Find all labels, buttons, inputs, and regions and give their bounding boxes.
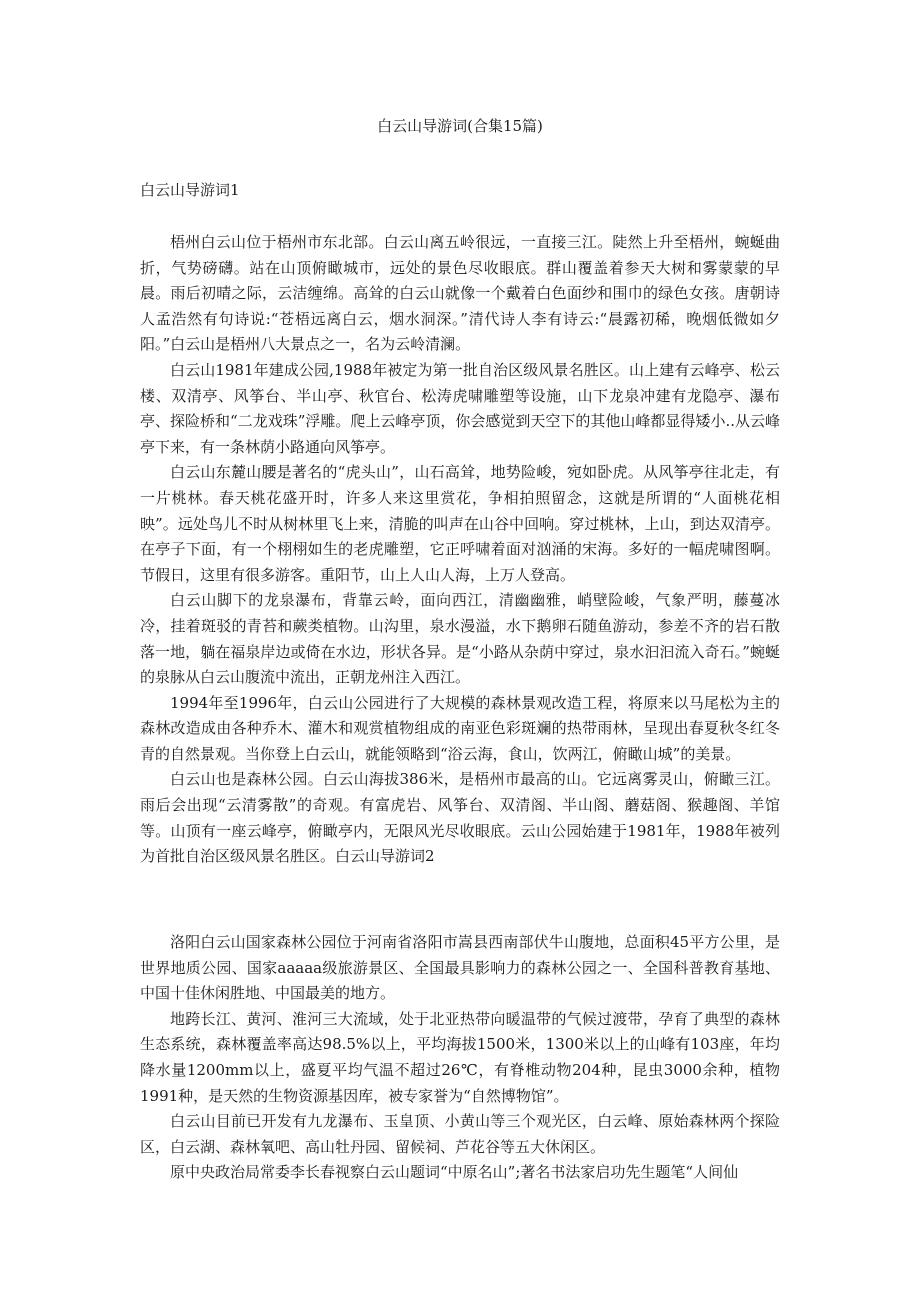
paragraph: 洛阳白云山国家森林公园位于河南省洛阳市嵩县西南部伏牛山腹地，总面积45平方公里，是世界地质公园、国家aaaaa级旅游景区、全国最具影响力的森林公园之一、全国科普教育基地、中国十佳休闲胜地、中国最美的地方。: [140, 933, 780, 1003]
document-title: 白云山导游词(合集15篇): [377, 117, 543, 135]
paragraph: 梧州白云山位于梧州市东北部。白云山离五岭很远，一直接三江。陡然上升至梧州，蜿蜒曲折，气势磅礴。站在山顶俯瞰城市，远处的景色尽收眼底。群山覆盖着参天大树和雾蒙蒙的早晨。雨后初晴之际，云洁缠绵。高耸的白云山就像一个戴着白色面纱和围巾的绿色女孩。唐朝诗人孟浩然有句诗说:“苍梧远离白云，烟水洞深。”清代诗人李有诗云:“晨露初稀，晚烟低微如夕阳。”白云山是梧州八大景点之一，名为云岭清澜。: [140, 233, 780, 354]
paragraph: 白云山1981年建成公园,1988年被定为第一批自治区级风景名胜区。山上建有云峰亭、松云楼、双清亭、风筝台、半山亭、秋官台、松涛虎啸雕塑等设施，山下龙泉冲建有龙隐亭、瀑布亭、探险桥和“二龙戏珠”浮雕。爬上云峰亭顶，你会感觉到天空下的其他山峰都显得矮小..从云峰亭下来，有一条林荫小路通向风筝亭。: [140, 360, 780, 456]
paragraph: 原中央政治局常委李长春视察白云山题词“中原名山”;著名书法家启功先生题笔“人间仙: [170, 1163, 739, 1182]
paragraph: 地跨长江、黄河、淮河三大流域，处于北亚热带向暖温带的气候过渡带，孕育了典型的森林生态系统，森林覆盖率高达98.5%以上，平均海拔1500米，1300米以上的山峰有103座，年均降水量1200mm以上，盛夏平均气温不超过26℃，有脊椎动物204种，昆虫3000余种，植物1991种，是天然的生物资源基因库，被专家誉为“自然博物馆”。: [140, 1009, 780, 1105]
paragraph: 白云山东麓山腰是著名的“虎头山”，山石高耸，地势险峻，宛如卧虎。从风筝亭往北走，有一片桃林。春天桃花盛开时，许多人来这里赏花，争相拍照留念，这就是所谓的“人面桃花相映”。远处鸟儿不时从树林里飞上来，清脆的叫声在山谷中回响。穿过桃林，上山，到达双清亭。在亭子下面，有一个栩栩如生的老虎雕塑，它正呼啸着面对汹涌的宋海。多好的一幅虎啸图啊。节假日，这里有很多游客。重阳节，山上人山人海，上万人登高。: [140, 463, 780, 584]
section-2-body: [140, 930, 780, 1186]
paragraph: 白云山目前已开发有九龙瀑布、玉皇顶、小黄山等三个观光区，白云峰、原始森林两个探险区，白云湖、森林氧吧、高山牡丹园、留候祠、芦花谷等五大休闲区。: [140, 1112, 780, 1156]
section-1-body: [140, 230, 780, 870]
paragraph: 白云山也是森林公园。白云山海拔386米，是梧州市最高的山。它远离雾灵山，俯瞰三江。雨后会出现“云清雾散”的奇观。有富虎岩、风筝台、双清阁、半山阁、蘑菇阁、猴趣阁、羊馆等。山顶有一座云峰亭，俯瞰亭内，无限风光尽收眼底。云山公园始建于1981年，1988年被列为首批自治区级风景名胜区。白云山导游词2: [140, 770, 780, 866]
section-heading: 白云山导游词1: [140, 181, 240, 199]
paragraph: 白云山脚下的龙泉瀑布，背靠云岭，面向西江，清幽幽雅，峭壁险峻，气象严明，藤蔓冰冷，挂着斑驳的青苔和蕨类植物。山沟里，泉水漫溢，水下鹅卵石随鱼游动，参差不齐的岩石散落一地，躺在福泉岸边或倚在水边，形状各异。是“小路从杂荫中穿过，泉水汩汩流入奇石。”蜿蜒的泉脉从白云山腹流中流出，正朝龙州注入西江。: [140, 591, 780, 687]
paragraph: 1994年至1996年，白云山公园进行了大规模的森林景观改造工程，将原来以马尾松为主的森林改造成由各种乔木、灌木和观赏植物组成的南亚色彩斑斓的热带雨林，呈现出春夏秋冬红冬青的自然景观。当你登上白云山，就能领略到“浴云海，食山，饮两江，俯瞰山城”的美景。: [140, 693, 780, 763]
